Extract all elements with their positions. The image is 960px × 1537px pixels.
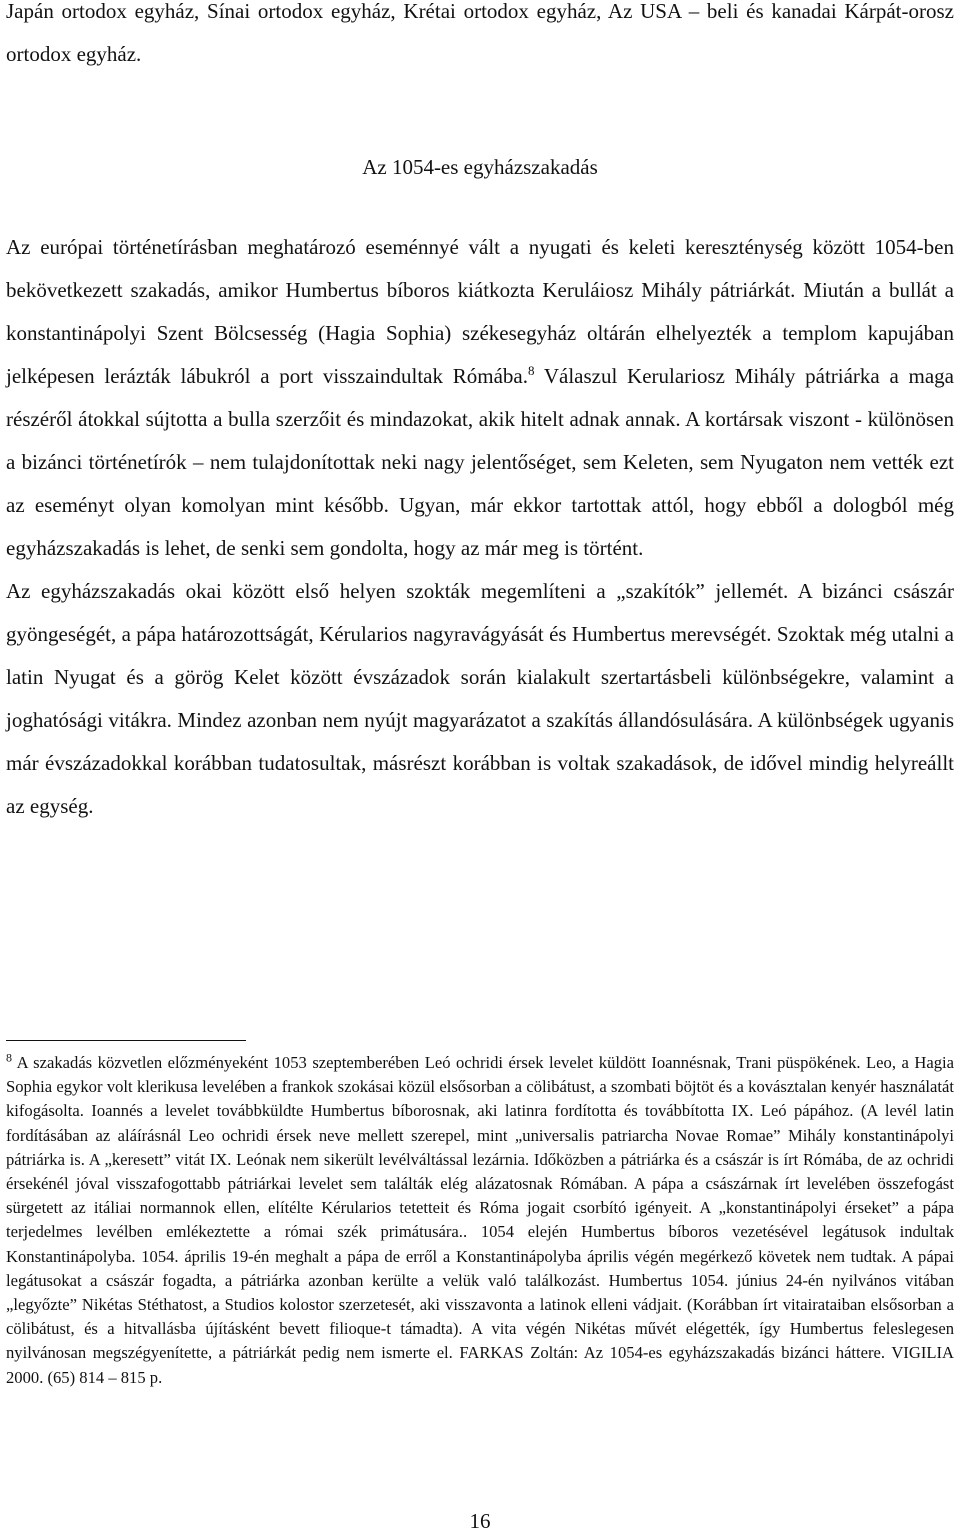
paragraph-2: Az egyházszakadás okai között első helyen szokták megemlíteni a „szakítók” jellemét. A bizánci császár gyöngeségét, a pápa határozottságát, Kérularios nagyravágyását és Humbertus merevségét. Szoktak még utalni a latin Nyugat és a görög Kelet között évszázadok során kialakult szertartásbeli különbségekre, valamint a joghatósági vitákra. Mindez azonban nem nyújt magyarázatot a szakítás állandósulására. A különbségek ugyanis már évszázadokkal korábban tudatosultak, másrészt korábban is voltak szakadások, de idővel mindig helyreállt az egység. (6, 579, 954, 818)
paragraph-1 (6, 226, 954, 570)
paragraph-1-part-1: Az európai történetírásban meghatározó eseménnyé vált a nyugati és keleti kereszténység között 1054-ben bekövetkezett szakadás, amikor Humbertus bíboros kiátkozta Keruláiosz Mihály pátriárkát. Miután a bullát a konstantinápolyi Szent Bölcsesség (Hagia Sophia) székesegyház oltárán elhelyezték a templom kapujában jelképesen lerázták lábukról a port visszaindultak Rómába. (6, 235, 954, 388)
section-title: Az 1054-es egyházszakadás (362, 155, 598, 179)
footnote-text: A szakadás közvetlen előzményeként 1053 szeptemberében Leó ochridi érsek levelet küldött Ioannésnak, Trani püspökének. Leo, a Hagia Sophia egykor volt klerikusa levelében a frankok szokásai közül elsősorban a cölibátust, a szombati böjtöt és a kovásztalan kenyér használatát kifogásolta. Ioannés a levelet továbbküldte Humbertus bíborosnak, aki latinra fordította és továbbította IX. Leó pápához. (A levél latin fordításában az aláírásnál Leo ochridi érsek neve mellett szerepel, mint „universalis patriarcha Novae Romae” Mihály konstantinápolyi pátriárka is. A „keresett” vitát IX. Leónak nem sikerült levélváltással lezárnia. Időközben a pátriárka és a császár is írt Rómába, de az ochridi érsekénél jóval visszafogottabb pátriárkai levelet sem találták elég alázatosnak Rómában. A pápa a császárnak írt levelében összefogást sürgetett az itáliai normannok ellen, elítélte Kérularios tetetteit és Róma jogait csorbító igényeit. A „konstantinápolyi érseket” a pápa terjedelmes levélben emlékeztette a római szék primátusára.. 1054 elején Humbertus bíboros vezetésével legátusok indultak Konstantinápolyba. 1054. április 19-én meghalt a pápa de erről a Konstantinápolyba április végén megérkező követek nem tudtak. A pápai legátusokat a császár fogadta, a pátriárka azonban kerülte a velük való találkozást. Humbertus 1054. június 24-én nyilvános vitában „legyőzte” Nikétas Stéthatost, a Studios kolostor szerzetesét, aki visszavonta a latinok elleni vádjait. (Korábban írt vitairataiban elsősorban a cölibátust, és a hitvallásba újításként bevett filioque-t támadta). A vita végén Nikétas művét elégették, így Humbertus feleslegesen nyilvánosan megszégyenítette, a pátriárkát pedig nem ismerte el. FARKAS Zoltán: Az 1054-es egyházszakadás bizánci háttere. VIGILIA 2000. (65) 814 – 815 p. (6, 1053, 954, 1387)
intro-paragraph: Japán ortodox egyház, Sínai ortodox egyház, Krétai ortodox egyház, Az USA – beli és kanadai Kárpát-orosz ortodox egyház. (6, 0, 954, 66)
footnote-separator (6, 1040, 246, 1041)
paragraph-1-part-2: Válaszul Kerulariosz Mihály pátriárka a maga részéről átokkal sújtotta a bulla szerzőit és mindazokat, akik hitelt adnak annak. A kortársak viszont - különösen a bizánci történetírók – nem tulajdonítottak neki nagy jelentőséget, sem Keleten, sem Nyugaton nem vették ezt az eseményt olyan komolyan mint később. Ugyan, már ekkor tartottak attól, hogy ebből a dologból még egyházszakadás is lehet, de senki sem gondolta, hogy az már meg is történt. (6, 364, 954, 560)
main-text (6, 226, 954, 828)
footnote (6, 1051, 954, 1390)
footnote-number: 8 (6, 1050, 12, 1065)
page-number: 16 (469, 1509, 491, 1533)
footnote-reference[interactable]: 8 (527, 363, 535, 378)
